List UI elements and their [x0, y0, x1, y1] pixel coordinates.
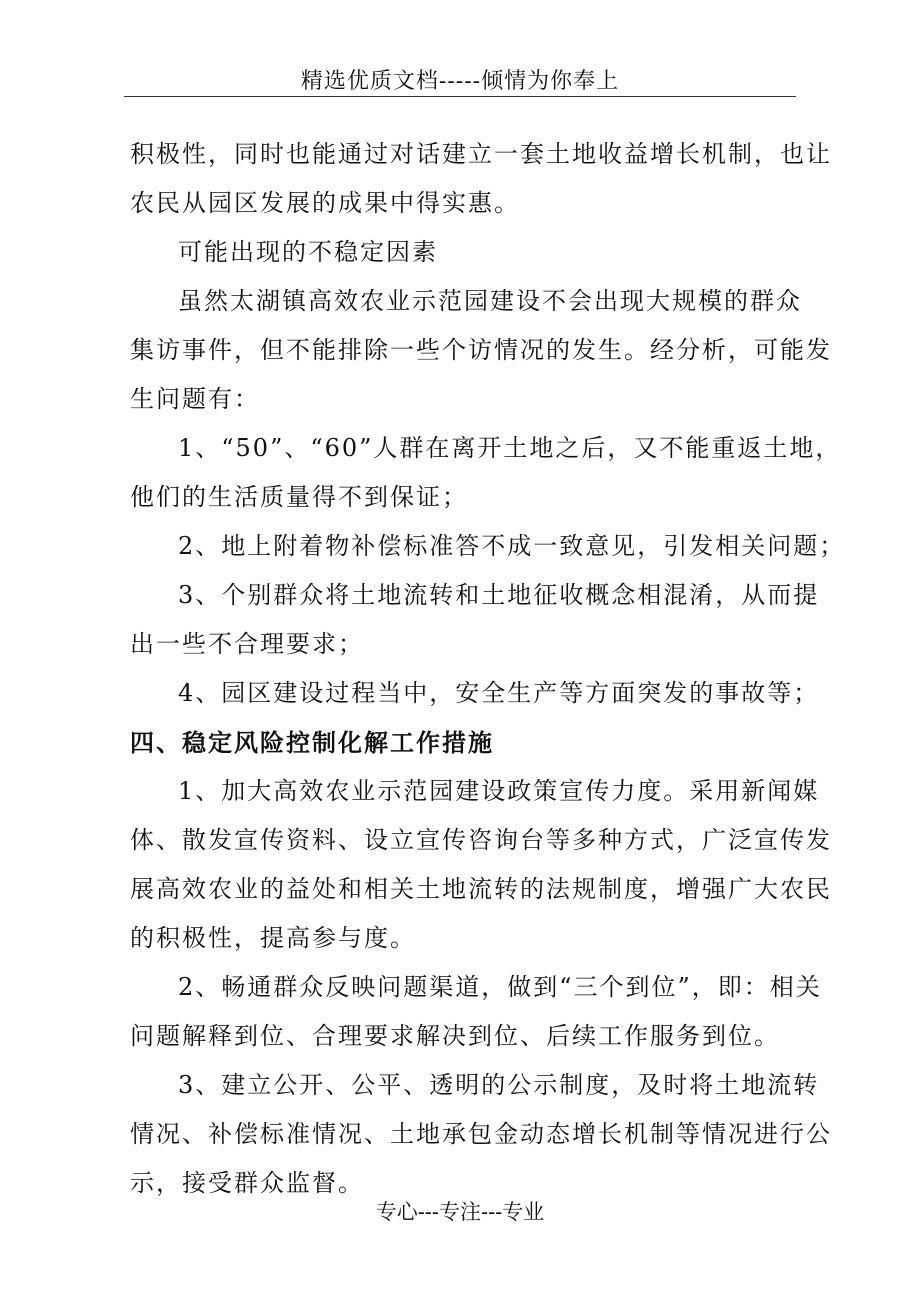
list-item: 1、“50”、“60”人群在离开土地之后，又不能重返土地， [178, 434, 842, 462]
page-header: 精选优质文档-----倾情为你奉上 [300, 69, 620, 94]
header-divider [124, 96, 796, 97]
text-line: 问题解释到位、合理要求解决到位、后续工作服务到位。 [130, 1022, 780, 1050]
text-line: 的积极性，提高参与度。 [130, 924, 416, 952]
page-footer: 专心---专注---专业 [375, 1200, 545, 1224]
text-line: 展高效农业的益处和相关土地流转的法规制度，增强广大农民 [130, 875, 832, 903]
section-heading: 四、稳定风险控制化解工作措施 [130, 728, 494, 757]
text-line: 虽然太湖镇高效农业示范园建设不会出现大规模的群众 [178, 287, 802, 315]
text-line: 积极性，同时也能通过对话建立一套土地收益增长机制，也让 [130, 140, 832, 168]
text-line: 他们的生活质量得不到保证； [130, 483, 468, 511]
list-item: 3、个别群众将土地流转和土地征收概念相混淆，从而提 [178, 581, 820, 609]
text-line: 农民从园区发展的成果中得实惠。 [130, 189, 520, 217]
list-item: 2、地上附着物补偿标准答不成一致意见，引发相关问题； [178, 532, 846, 560]
list-item: 3、建立公开、公平、透明的公示制度，及时将土地流转 [178, 1071, 820, 1099]
subsection-title: 可能出现的不稳定因素 [178, 238, 438, 266]
text-line: 情况、补偿标准情况、土地承包金动态增长机制等情况进行公 [130, 1120, 832, 1148]
text-line: 出一些不合理要求； [130, 630, 364, 658]
text-line: 示，接受群众监督。 [130, 1169, 364, 1197]
text-line: 生问题有： [130, 385, 260, 413]
list-item: 1、加大高效农业示范园建设政策宣传力度。采用新闻媒 [178, 777, 820, 805]
list-item: 4、园区建设过程当中，安全生产等方面突发的事故等； [178, 679, 820, 707]
document-body [130, 130, 846, 1208]
text-line: 体、散发宣传资料、设立宣传咨询台等多种方式，广泛宣传发 [130, 826, 832, 854]
list-item: 2、畅通群众反映问题渠道，做到“三个到位”，即：相关 [178, 973, 822, 1001]
text-line: 集访事件，但不能排除一些个访情况的发生。经分析，可能发 [130, 336, 832, 364]
